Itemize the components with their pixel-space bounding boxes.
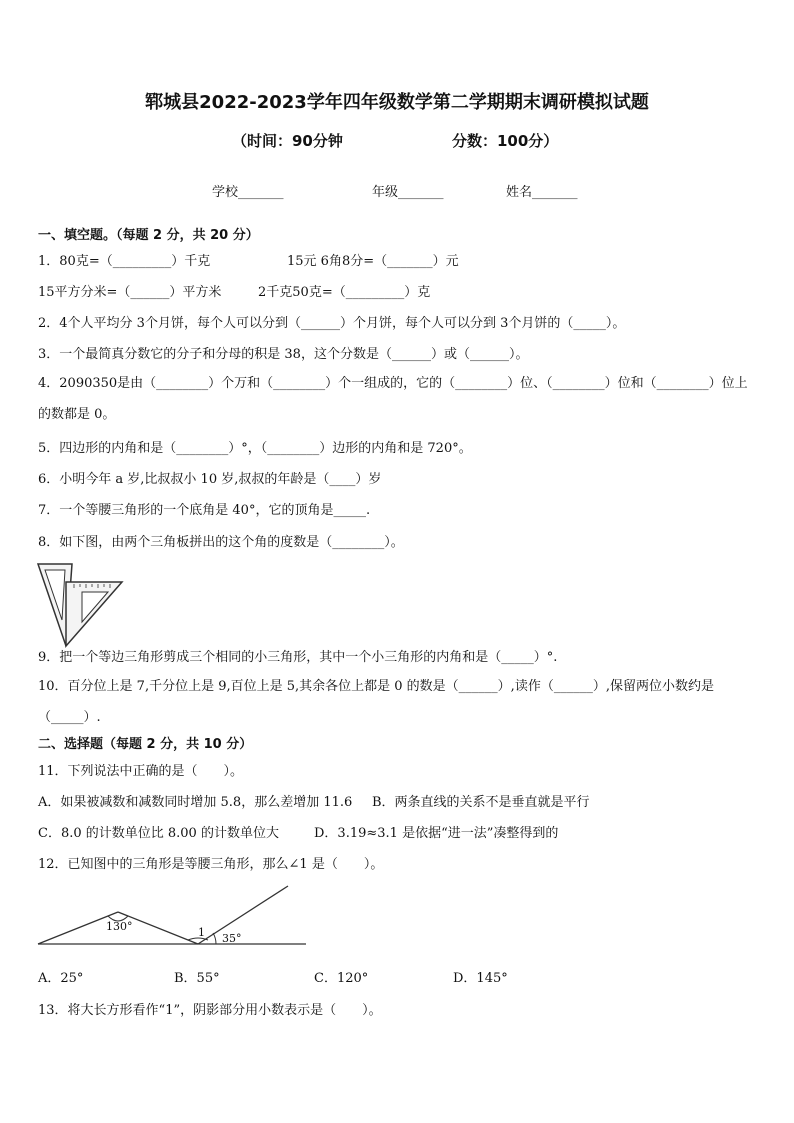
question-1b: 15元 6角8分=（_______）元 (287, 254, 459, 269)
question-2: 2．4个人平均分 3个月饼，每个人可以分到（______）个月饼，每个人可以分到 3个月饼的（_____）。 (38, 316, 626, 331)
question-12: 12．已知图中的三角形是等腰三角形，那么∠1 是（ ）。 (38, 857, 384, 872)
question-11: 11．下列说法中正确的是（ ）。 (38, 764, 244, 779)
question-12-option-a: A．25° (38, 971, 84, 986)
set-squares-figure (38, 562, 128, 652)
school-field: 学校_______ (212, 185, 284, 200)
question-7: 7．一个等腰三角形的一个底角是 40°，它的顶角是_____. (38, 503, 371, 518)
question-12-option-c: C．120° (314, 971, 369, 986)
question-1d: 2千克50克=（_________）克 (258, 285, 431, 300)
angle-1-label: 1 (198, 926, 205, 939)
question-6: 6．小明今年 a 岁,比叔叔小 10 岁,叔叔的年龄是（____）岁 (38, 472, 382, 487)
exam-score: 分数：100分） (452, 132, 559, 150)
question-1c: 15平方分米=（______）平方米 (38, 285, 222, 300)
section-1-title: 一、填空题。（每题 2 分，共 20 分） (38, 228, 259, 243)
question-3: 3．一个最简真分数它的分子和分母的积是 38，这个分数是（______）或（______）。 (38, 347, 529, 362)
question-4: 4．2090350是由（________）个万和（________）个一组成的，它的（________）位、（________）位和（________）位上的数都是 0。 (38, 376, 748, 422)
exam-time: （时间：90分钟 (232, 132, 343, 150)
question-11-option-a: A．如果被减数和减数同时增加 5.8，那么差增加 11.6 (38, 795, 353, 810)
question-13: 13．将大长方形看作“1”，阴影部分用小数表示是（ ）。 (38, 1003, 382, 1018)
question-5: 5．四边形的内角和是（________）°，（________）边形的内角和是 720°。 (38, 441, 472, 456)
exam-title: 郓城县2022-2023学年四年级数学第二学期期末调研模拟试题 (145, 92, 649, 113)
question-11-option-d: D．3.19≈3.1 是依据“进一法”凑整得到的 (314, 826, 559, 841)
question-12-option-d: D．145° (453, 971, 508, 986)
angle-130-label: 130° (106, 920, 133, 933)
question-8: 8．如下图，由两个三角板拼出的这个角的度数是（________）。 (38, 535, 404, 550)
question-1a: 1．80克=（_________）千克 (38, 254, 211, 269)
angle-35-label: 35° (222, 932, 242, 945)
section-2-title: 二、选择题（每题 2 分，共 10 分） (38, 737, 253, 752)
question-11-option-c: C．8.0 的计数单位比 8.00 的计数单位大 (38, 826, 279, 841)
isosceles-triangle-figure (38, 882, 310, 948)
question-9: 9．把一个等边三角形剪成三个相同的小三角形，其中一个小三角形的内角和是（_____）°. (38, 650, 558, 665)
question-11-option-b: B．两条直线的关系不是垂直就是平行 (372, 795, 590, 810)
question-12-option-b: B．55° (174, 971, 220, 986)
question-10: 10．百分位上是 7,千分位上是 9,百位上是 5,其余各位上都是 0 的数是（______）,读作（______）,保留两位小数约是（_____）. (38, 679, 714, 725)
grade-field: 年级_______ (372, 185, 444, 200)
name-field: 姓名_______ (506, 185, 578, 200)
